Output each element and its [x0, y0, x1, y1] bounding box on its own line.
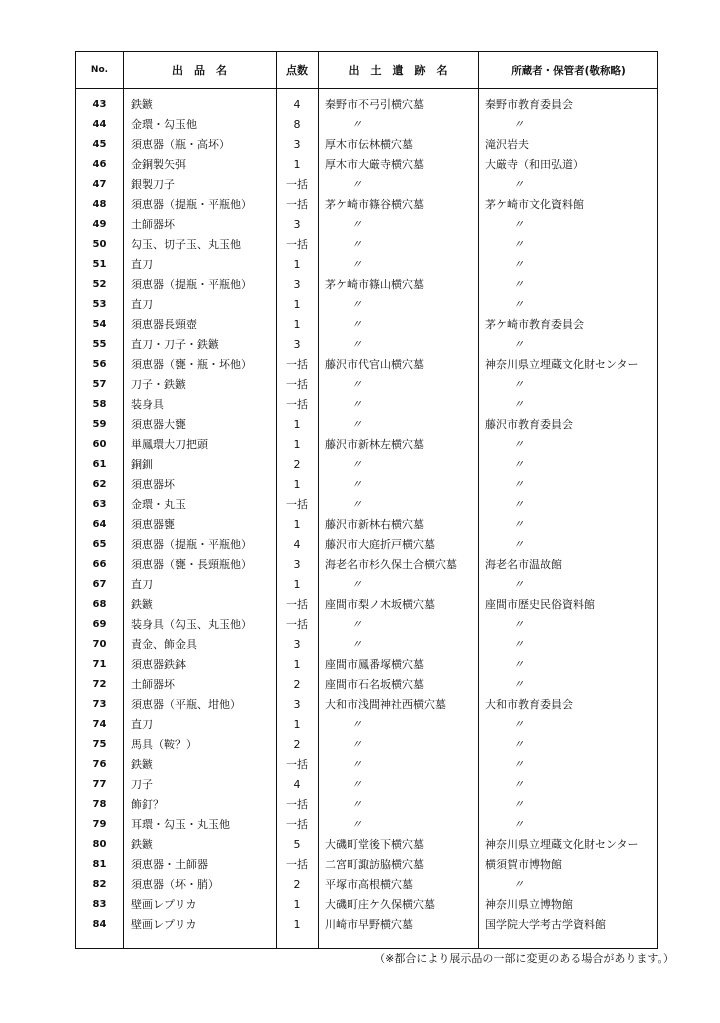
table-row — [76, 255, 657, 275]
row-number: 44 — [92, 119, 107, 130]
table-row — [76, 455, 657, 475]
header-item-name: 出 品 名 — [172, 64, 227, 77]
row-number: 81 — [92, 859, 107, 870]
item-name: 銀製刀子 — [131, 178, 175, 191]
owner-name: 〃 — [513, 378, 524, 391]
item-name: 飾釘？ — [131, 798, 164, 811]
row-number: 48 — [92, 199, 107, 210]
item-name: 須恵器（甕・瓶・坏他） — [131, 358, 252, 371]
row-number: 59 — [92, 419, 107, 430]
row-number: 64 — [92, 519, 107, 530]
row-number: 60 — [92, 439, 107, 450]
item-name: 鉄鏃 — [131, 98, 153, 111]
row-number: 54 — [92, 319, 107, 330]
table-row — [76, 695, 657, 715]
item-quantity: 4 — [293, 538, 301, 551]
excavation-site: 藤沢市新林左横穴墓 — [325, 438, 424, 451]
owner-name: 〃 — [513, 498, 524, 511]
item-quantity: 1 — [293, 318, 301, 331]
row-number: 73 — [92, 699, 107, 710]
item-quantity: 一括 — [286, 358, 308, 371]
owner-name: 〃 — [513, 758, 524, 771]
excavation-site: 厚木市伝林横穴墓 — [325, 138, 413, 151]
owner-name: 〃 — [513, 338, 524, 351]
owner-name: 〃 — [513, 618, 524, 631]
owner-name: 神奈川県立埋蔵文化財センター — [485, 838, 639, 851]
item-name: 須恵器（瓶・高坏） — [131, 138, 230, 151]
owner-name: 〃 — [513, 578, 524, 591]
excavation-site: 〃 — [351, 458, 362, 471]
item-name: 銅釧 — [131, 458, 153, 471]
item-quantity: 1 — [293, 718, 301, 731]
item-quantity: 3 — [293, 218, 301, 231]
owner-name: 〃 — [513, 878, 524, 891]
row-number: 52 — [92, 279, 107, 290]
table-row — [76, 895, 657, 915]
table-row — [76, 775, 657, 795]
item-name: 直刀 — [131, 298, 153, 311]
item-name: 責金、飾金具 — [131, 638, 197, 651]
owner-name: 神奈川県立埋蔵文化財センター — [485, 358, 639, 371]
item-quantity: 一括 — [286, 798, 308, 811]
table-row — [76, 415, 657, 435]
owner-name: 〃 — [513, 818, 524, 831]
owner-name: 〃 — [513, 478, 524, 491]
owner-name: 〃 — [513, 438, 524, 451]
item-quantity: 一括 — [286, 598, 308, 611]
item-name: 鉄鏃 — [131, 598, 153, 611]
row-number: 79 — [92, 819, 107, 830]
footnote: （※都合により展示品の一部に変更のある場合があります。） — [374, 952, 674, 965]
item-name: 直刀 — [131, 718, 153, 731]
excavation-site: 〃 — [351, 218, 362, 231]
header-owner: 所蔵者・保管者(敬称略) — [511, 64, 626, 77]
owner-name: 〃 — [513, 118, 524, 131]
table-row — [76, 475, 657, 495]
item-quantity: 1 — [293, 578, 301, 591]
item-name: 須恵器（提瓶・平瓶他） — [131, 278, 252, 291]
exhibit-table — [75, 51, 658, 949]
item-name: 刀子・鉄鏃 — [131, 378, 186, 391]
table-row — [76, 215, 657, 235]
row-number: 74 — [92, 719, 107, 730]
row-number: 84 — [92, 919, 107, 930]
item-name: 須恵器（提瓶・平瓶他） — [131, 538, 252, 551]
item-quantity: 4 — [293, 778, 301, 791]
item-quantity: 1 — [293, 158, 301, 171]
owner-name: 海老名市温故館 — [485, 558, 562, 571]
table-row — [76, 555, 657, 575]
table-row — [76, 735, 657, 755]
table-row — [76, 795, 657, 815]
owner-name: 滝沢岩夫 — [485, 138, 529, 151]
owner-name: 座間市歴史民俗資料館 — [485, 598, 595, 611]
table-row — [76, 835, 657, 855]
excavation-site: 座間市鳳番塚横穴墓 — [325, 658, 424, 671]
excavation-site: 〃 — [351, 638, 362, 651]
item-quantity: 1 — [293, 898, 301, 911]
row-number: 65 — [92, 539, 107, 550]
item-quantity: 2 — [293, 678, 301, 691]
item-name: 須恵器（坏・䏴） — [131, 878, 219, 891]
item-name: 勾玉、切子玉、丸玉他 — [131, 238, 241, 251]
excavation-site: 大磯町庄ケ久保横穴墓 — [325, 898, 435, 911]
item-name: 須恵器（提瓶・平瓶他） — [131, 198, 252, 211]
item-name: 須恵器甕 — [131, 518, 175, 531]
table-row — [76, 275, 657, 295]
item-name: 刀子 — [131, 778, 153, 791]
row-number: 53 — [92, 299, 107, 310]
row-number: 62 — [92, 479, 107, 490]
item-quantity: 2 — [293, 738, 301, 751]
excavation-site: 〃 — [351, 378, 362, 391]
item-quantity: 一括 — [286, 758, 308, 771]
excavation-site: 〃 — [351, 758, 362, 771]
table-row — [76, 115, 657, 135]
item-name: 須恵器・土師器 — [131, 858, 208, 871]
item-quantity: 1 — [293, 518, 301, 531]
excavation-site: 〃 — [351, 578, 362, 591]
item-quantity: 3 — [293, 278, 301, 291]
excavation-site: 〃 — [351, 118, 362, 131]
owner-name: 茅ケ崎市教育委員会 — [485, 318, 584, 331]
excavation-site: 海老名市杉久保土合横穴墓 — [325, 558, 457, 571]
row-number: 50 — [92, 239, 107, 250]
row-number: 82 — [92, 879, 107, 890]
owner-name: 〃 — [513, 218, 524, 231]
row-number: 55 — [92, 339, 107, 350]
excavation-site: 座間市石名坂横穴墓 — [325, 678, 424, 691]
row-number: 72 — [92, 679, 107, 690]
table-row — [76, 135, 657, 155]
owner-name: 〃 — [513, 238, 524, 251]
header-quantity: 点数 — [286, 64, 308, 77]
table-row — [76, 495, 657, 515]
item-name: 金銅製矢弭 — [131, 158, 186, 171]
item-name: 金環・勾玉他 — [131, 118, 197, 131]
item-name: 土師器坏 — [131, 218, 175, 231]
row-number: 80 — [92, 839, 107, 850]
item-quantity: 一括 — [286, 818, 308, 831]
row-number: 45 — [92, 139, 107, 150]
table-row — [76, 375, 657, 395]
item-quantity: 一括 — [286, 498, 308, 511]
item-quantity: 1 — [293, 418, 301, 431]
item-quantity: 一括 — [286, 178, 308, 191]
row-number: 49 — [92, 219, 107, 230]
item-name: 須恵器大甕 — [131, 418, 186, 431]
excavation-site: 茅ケ崎市篠山横穴墓 — [325, 278, 424, 291]
owner-name: 〃 — [513, 298, 524, 311]
item-name: 装身具（勾玉、丸玉他） — [131, 618, 252, 631]
row-number: 66 — [92, 559, 107, 570]
item-quantity: 3 — [293, 638, 301, 651]
excavation-site: 〃 — [351, 338, 362, 351]
table-body — [76, 95, 657, 935]
item-quantity: 4 — [293, 98, 301, 111]
row-number: 58 — [92, 399, 107, 410]
item-name: 金環・丸玉 — [131, 498, 186, 511]
excavation-site: 藤沢市大庭折戸横穴墓 — [325, 538, 435, 551]
item-quantity: 一括 — [286, 238, 308, 251]
row-number: 63 — [92, 499, 107, 510]
row-number: 70 — [92, 639, 107, 650]
row-number: 43 — [92, 99, 107, 110]
item-quantity: 1 — [293, 298, 301, 311]
excavation-site: 座間市梨ノ木坂横穴墓 — [325, 598, 435, 611]
excavation-site: 〃 — [351, 398, 362, 411]
owner-name: 〃 — [513, 718, 524, 731]
excavation-site: 〃 — [351, 178, 362, 191]
table-row — [76, 355, 657, 375]
item-name: 壁画レプリカ — [131, 918, 197, 931]
table-row — [76, 815, 657, 835]
item-name: 直刀・刀子・鉄鏃 — [131, 338, 219, 351]
item-quantity: 3 — [293, 698, 301, 711]
table-row — [76, 535, 657, 555]
excavation-site: 〃 — [351, 818, 362, 831]
item-name: 須恵器（平瓶、坩他） — [131, 698, 241, 711]
excavation-site: 厚木市大厳寺横穴墓 — [325, 158, 424, 171]
item-quantity: 一括 — [286, 858, 308, 871]
owner-name: 〃 — [513, 678, 524, 691]
item-name: 壁画レプリカ — [131, 898, 197, 911]
table-row — [76, 715, 657, 735]
item-quantity: 3 — [293, 558, 301, 571]
excavation-site: 平塚市高根横穴墓 — [325, 878, 413, 891]
owner-name: 〃 — [513, 278, 524, 291]
table-row — [76, 235, 657, 255]
table-row — [76, 95, 657, 115]
excavation-site: 秦野市不弓引横穴墓 — [325, 98, 424, 111]
row-number: 51 — [92, 259, 107, 270]
owner-name: 〃 — [513, 638, 524, 651]
row-number: 76 — [92, 759, 107, 770]
excavation-site: 二宮町諏訪脇横穴墓 — [325, 858, 424, 871]
row-number: 47 — [92, 179, 107, 190]
owner-name: 〃 — [513, 518, 524, 531]
excavation-site: 〃 — [351, 418, 362, 431]
excavation-site: 〃 — [351, 778, 362, 791]
excavation-site: 〃 — [351, 618, 362, 631]
excavation-site: 〃 — [351, 738, 362, 751]
header-no: No. — [90, 65, 109, 75]
table-row — [76, 875, 657, 895]
table-row — [76, 175, 657, 195]
item-quantity: 一括 — [286, 398, 308, 411]
table-row — [76, 295, 657, 315]
owner-name: 藤沢市教育委員会 — [485, 418, 573, 431]
table-row — [76, 155, 657, 175]
excavation-site: 〃 — [351, 238, 362, 251]
item-quantity: 5 — [293, 838, 301, 851]
row-number: 61 — [92, 459, 107, 470]
row-number: 57 — [92, 379, 107, 390]
item-quantity: 1 — [293, 658, 301, 671]
owner-name: 神奈川県立博物館 — [485, 898, 573, 911]
item-name: 直刀 — [131, 578, 153, 591]
item-name: 須恵器（甕・長頸瓶他） — [131, 558, 252, 571]
table-row — [76, 855, 657, 875]
row-number: 75 — [92, 739, 107, 750]
item-name: 装身具 — [131, 398, 164, 411]
excavation-site: 〃 — [351, 318, 362, 331]
row-number: 69 — [92, 619, 107, 630]
item-name: 土師器坏 — [131, 678, 175, 691]
row-number: 71 — [92, 659, 107, 670]
table-row — [76, 575, 657, 595]
row-number: 83 — [92, 899, 107, 910]
item-name: 単鳳環大刀把頭 — [131, 438, 208, 451]
excavation-site: 茅ケ崎市篠谷横穴墓 — [325, 198, 424, 211]
item-name: 須恵器長頸壺 — [131, 318, 197, 331]
row-number: 68 — [92, 599, 107, 610]
owner-name: 〃 — [513, 738, 524, 751]
table-row — [76, 675, 657, 695]
owner-name: 〃 — [513, 778, 524, 791]
owner-name: 〃 — [513, 178, 524, 191]
item-name: 須恵器鉄鉢 — [131, 658, 186, 671]
owner-name: 秦野市教育委員会 — [485, 98, 573, 111]
item-quantity: 一括 — [286, 618, 308, 631]
table-row — [76, 755, 657, 775]
item-name: 耳環・勾玉・丸玉他 — [131, 818, 230, 831]
row-number: 46 — [92, 159, 107, 170]
row-number: 78 — [92, 799, 107, 810]
table-row — [76, 515, 657, 535]
excavation-site: 大磯町堂後下横穴墓 — [325, 838, 424, 851]
owner-name: 〃 — [513, 458, 524, 471]
header-divider — [76, 88, 657, 89]
owner-name: 大厳寺（和田弘道） — [485, 158, 584, 171]
table-row — [76, 195, 657, 215]
item-quantity: 1 — [293, 438, 301, 451]
owner-name: 〃 — [513, 538, 524, 551]
excavation-site: 藤沢市代官山横穴墓 — [325, 358, 424, 371]
table-row — [76, 635, 657, 655]
owner-name: 国学院大学考古学資料館 — [485, 918, 606, 931]
item-quantity: 2 — [293, 878, 301, 891]
table-row — [76, 315, 657, 335]
row-number: 67 — [92, 579, 107, 590]
excavation-site: 藤沢市新林右横穴墓 — [325, 518, 424, 531]
item-name: 鉄鏃 — [131, 758, 153, 771]
item-quantity: 一括 — [286, 198, 308, 211]
item-quantity: 1 — [293, 258, 301, 271]
row-number: 77 — [92, 779, 107, 790]
excavation-site: 〃 — [351, 298, 362, 311]
owner-name: 〃 — [513, 398, 524, 411]
owner-name: 〃 — [513, 798, 524, 811]
owner-name: 横須賀市博物館 — [485, 858, 562, 871]
table-row — [76, 395, 657, 415]
table-row — [76, 335, 657, 355]
excavation-site: 〃 — [351, 718, 362, 731]
table-row — [76, 435, 657, 455]
excavation-site: 〃 — [351, 478, 362, 491]
item-quantity: 3 — [293, 138, 301, 151]
table-row — [76, 615, 657, 635]
item-quantity: 1 — [293, 478, 301, 491]
header-excavation-site: 出 土 遺 跡 名 — [348, 64, 448, 77]
owner-name: 茅ケ崎市文化資料館 — [485, 198, 584, 211]
owner-name: 〃 — [513, 258, 524, 271]
item-name: 須恵器坏 — [131, 478, 175, 491]
item-quantity: 3 — [293, 338, 301, 351]
table-row — [76, 595, 657, 615]
table-row — [76, 915, 657, 935]
item-quantity: 一括 — [286, 378, 308, 391]
row-number: 56 — [92, 359, 107, 370]
item-name: 直刀 — [131, 258, 153, 271]
table-row — [76, 655, 657, 675]
excavation-site: 〃 — [351, 498, 362, 511]
excavation-site: 大和市浅間神社西横穴墓 — [325, 698, 446, 711]
excavation-site: 〃 — [351, 798, 362, 811]
excavation-site: 〃 — [351, 258, 362, 271]
item-quantity: 1 — [293, 918, 301, 931]
item-name: 馬具（鞍？） — [131, 738, 197, 751]
item-quantity: 2 — [293, 458, 301, 471]
item-quantity: 8 — [293, 118, 301, 131]
owner-name: 〃 — [513, 658, 524, 671]
owner-name: 大和市教育委員会 — [485, 698, 573, 711]
excavation-site: 川崎市早野横穴墓 — [325, 918, 413, 931]
item-name: 鉄鏃 — [131, 838, 153, 851]
